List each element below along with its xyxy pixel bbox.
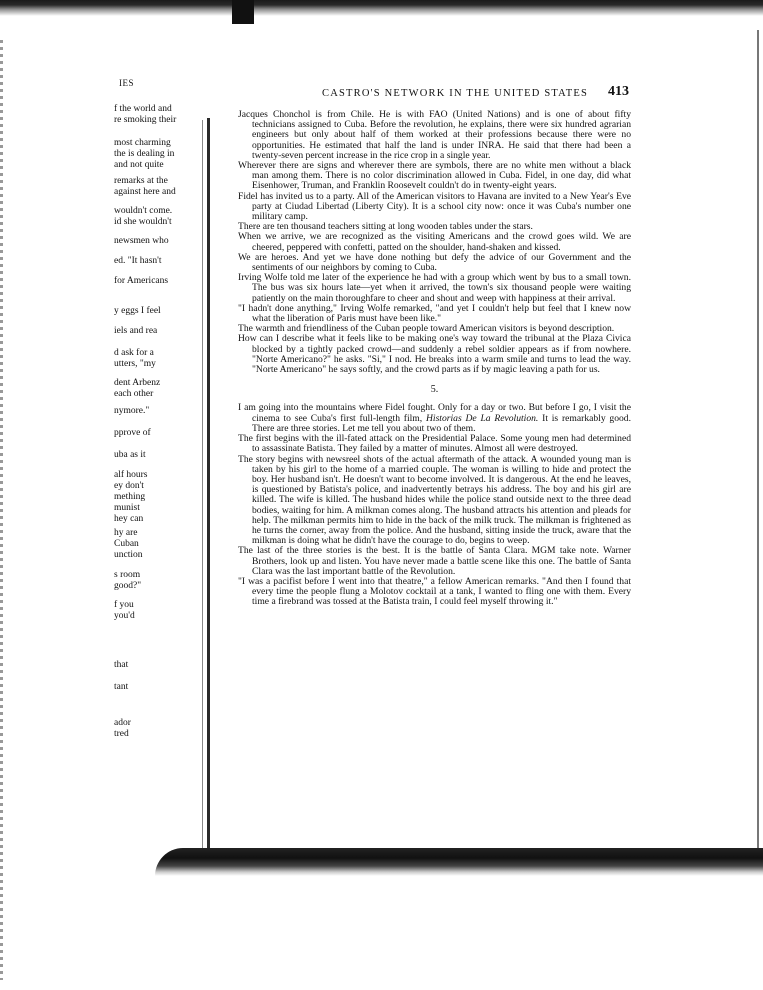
running-head: CASTRO'S NETWORK IN THE UNITED STATES (322, 88, 589, 99)
page-body (238, 110, 631, 608)
fragment-group (114, 138, 174, 171)
fragment-line: nymore." (114, 406, 150, 416)
paragraph: Irving Wolfe told me later of the experience he had with a group which went by bus to a small town. The bus was six hours late—yet when it arrived, the town's six thousand people were waiting patiently on the main thoroughfare to cheer and shout and weep with happiness at their arrival. (238, 272, 631, 304)
fragment-group (114, 600, 135, 622)
fragment-line: ed. "It hasn't (114, 256, 162, 266)
fragment-line: and not quite (114, 160, 164, 170)
book-spine (207, 118, 210, 858)
fragment-line: for Americans (114, 276, 169, 286)
paragraph: The first begins with the ill-fated attack on the Presidential Palace. Some young men had determined to assassinate Batista. They failed by a matter of minutes. Almost all were destroyed. (238, 433, 631, 455)
page-bottom-shadow (155, 848, 763, 876)
fragment-line: unction (114, 550, 143, 560)
fragment-line: dent Arbenz (114, 378, 161, 388)
fragment-group (114, 348, 156, 370)
fragment-line: the is dealing in (114, 149, 175, 159)
fragment-line: d ask for a (114, 348, 154, 358)
fragment-line: s room (114, 570, 141, 580)
paragraph (238, 403, 631, 434)
paragraph: When we arrive, we are recognized as the visiting Americans and the crowd goes wild. We are cheered, peppered with confetti, patted on the shoulder, hand-shaken and kissed. (238, 231, 631, 253)
fragment-line: against here and (114, 187, 176, 197)
fragment-line: Cuban (114, 539, 139, 549)
fragment-line: f you (114, 600, 134, 610)
facing-page-fragment (114, 78, 204, 758)
fragment-line: utters, "my (114, 359, 156, 369)
fragment-line: ey don't (114, 481, 144, 491)
scan-clip-mark (232, 0, 254, 24)
fragment-line: mething (114, 492, 146, 502)
fragment-group (114, 570, 141, 592)
scan-left-edge (0, 40, 3, 980)
fragment-line: remarks at the (114, 176, 168, 186)
film-title: Historias De La Revolution. (425, 412, 539, 424)
paragraph: "I was a pacifist before I went into that theatre," a fellow American remarks. "And then I found that every time the people flung a Molotov cocktail at a tank, I wanted to fling one with them. Every time a firebrand was tossed at the Batista train, I could feel myself throwing it." (238, 575, 631, 608)
fragment-line: tred (114, 729, 129, 739)
page-right-edge (757, 30, 759, 850)
fragment-line: newsmen who (114, 236, 169, 246)
paragraph-text: It is remarkably good. There are three stories. Let me tell you about two of them. (252, 412, 632, 434)
fragment-line: uba as it (114, 450, 146, 460)
fragment-line: pprove of (114, 428, 151, 438)
fragment-line: id she wouldn't (114, 217, 172, 227)
paragraph-text: I am going into the mountains where Fidel fought. Only for a day or two. But before I go, I visit the cinema to see Cuba's first full-length film, (238, 402, 631, 424)
fragment-line: hy are (114, 528, 138, 538)
fragment-line: y eggs I feel (114, 306, 161, 316)
fragment-line: hey can (114, 514, 144, 524)
fragment-group (114, 206, 172, 228)
paragraph: "I hadn't done anything," Irving Wolfe remarked, "and yet I couldn't help but feel that I knew now what the liberation of Paris must have been like." (238, 302, 631, 325)
fragment-line: re smoking their (114, 115, 177, 125)
fragment-line: alf hours (114, 470, 148, 480)
paragraph: Fidel has invited us to a party. All of the American visitors to Havana are invited to a New Year's Eve party at Ciudad Libertad (Liberty City). It is a school city now: once it was Cuba's number one military camp. (238, 190, 631, 223)
paragraph: Wherever there are signs and wherever there are symbols, there are no white men without a black man among them. There is no color discrimination allowed in Cuba. Fidel, in one day, did what Eisenhower, Truman, and Franklin Roosevelt couldn't do in twenty-eight years. (238, 160, 631, 192)
fragment-line: f the world and (114, 104, 172, 114)
fragment-line: wouldn't come. (114, 206, 173, 216)
fragment-line: good?" (114, 581, 142, 591)
paragraph: There are ten thousand teachers sitting at long wooden tables under the stars. (238, 221, 533, 233)
fragment-group (114, 176, 176, 198)
fragment-line: ador (114, 718, 131, 728)
paragraph: Jacques Chonchol is from Chile. He is with FAO (United Nations) and is one of about fifty technicians assigned to Cuba. Before the revolution, he explains, there were six hundred agrarian engineers but only about half of them worked at their professions because there were no opportunities. He estimated that half the land is under INRA. He said that there had been a twenty-seven percent increase in the rice crop in a single year. (238, 109, 631, 161)
fragment-group (114, 104, 176, 126)
fragment-line: tant (114, 682, 129, 692)
scan-top-edge (0, 0, 763, 18)
fragment-group (114, 378, 160, 400)
paragraph: The last of the three stories is the best. It is the battle of Santa Clara. MGM take note. Warner Brothers, look up and listen. You have never made a battle scene like this one. The battle of Santa Clara was the last important battle of the Revolution. (238, 545, 631, 577)
fragment-line: munist (114, 503, 140, 513)
paragraph: We are heroes. And yet we have done nothing but defy the advice of our Government and the sentiments of our neighbors by coming to Cuba. (238, 251, 631, 274)
fragment-line: iels and rea (114, 326, 158, 336)
paragraph: How can I describe what it feels like to be making one's way toward the tribunal at the Plaza Civica blocked by a tightly packed crowd—and suddenly a rebel soldier appears as if from nowhere. "Norte Americano?" he asks. "Si," I nod. He breaks into a warm smile and turns to lead the way. "Norte Americano" he says softly, and the crowd parts as if by magic leaving a path for us. (238, 333, 631, 376)
fragment-line: most charming (114, 138, 171, 148)
paragraph: The story begins with newsreel shots of the actual aftermath of the attack. A wounded young man is taken by his girl to the home of a married couple. The woman is willing to hide and protect the boy. Her husband isn't. He doesn't want to become involved. It is dangerous. At the end he leaves, is questioned by Batista's police, and inadvertently betrays his address. The boy and his girl are killed. The wife is killed. The husband hides while the police stand outside next to the three dead bodies, waiting for him. A milkman comes along. The husband attracts his attention and pleads for help. The milkman permits him to hide in the back of the milk truck. The milkman is frightened as he turns the corner, away from the police. And the husband, sitting inside the truck, aware that the milkman is doing what he didn't have the courage to do, begins to weep. (238, 453, 631, 547)
fragment-line: each other (114, 389, 154, 399)
fragment-line: that (114, 660, 129, 670)
fragment-line: you'd (114, 611, 135, 621)
fragment-group (114, 718, 131, 740)
paragraph: The warmth and friendliness of the Cuban people toward American visitors is beyond description. (238, 323, 615, 335)
fragment-group (114, 470, 148, 525)
section-number: 5. (430, 384, 439, 396)
facing-page-label: IES (119, 78, 134, 88)
fragment-group (114, 528, 143, 561)
page-number: 413 (608, 84, 629, 99)
